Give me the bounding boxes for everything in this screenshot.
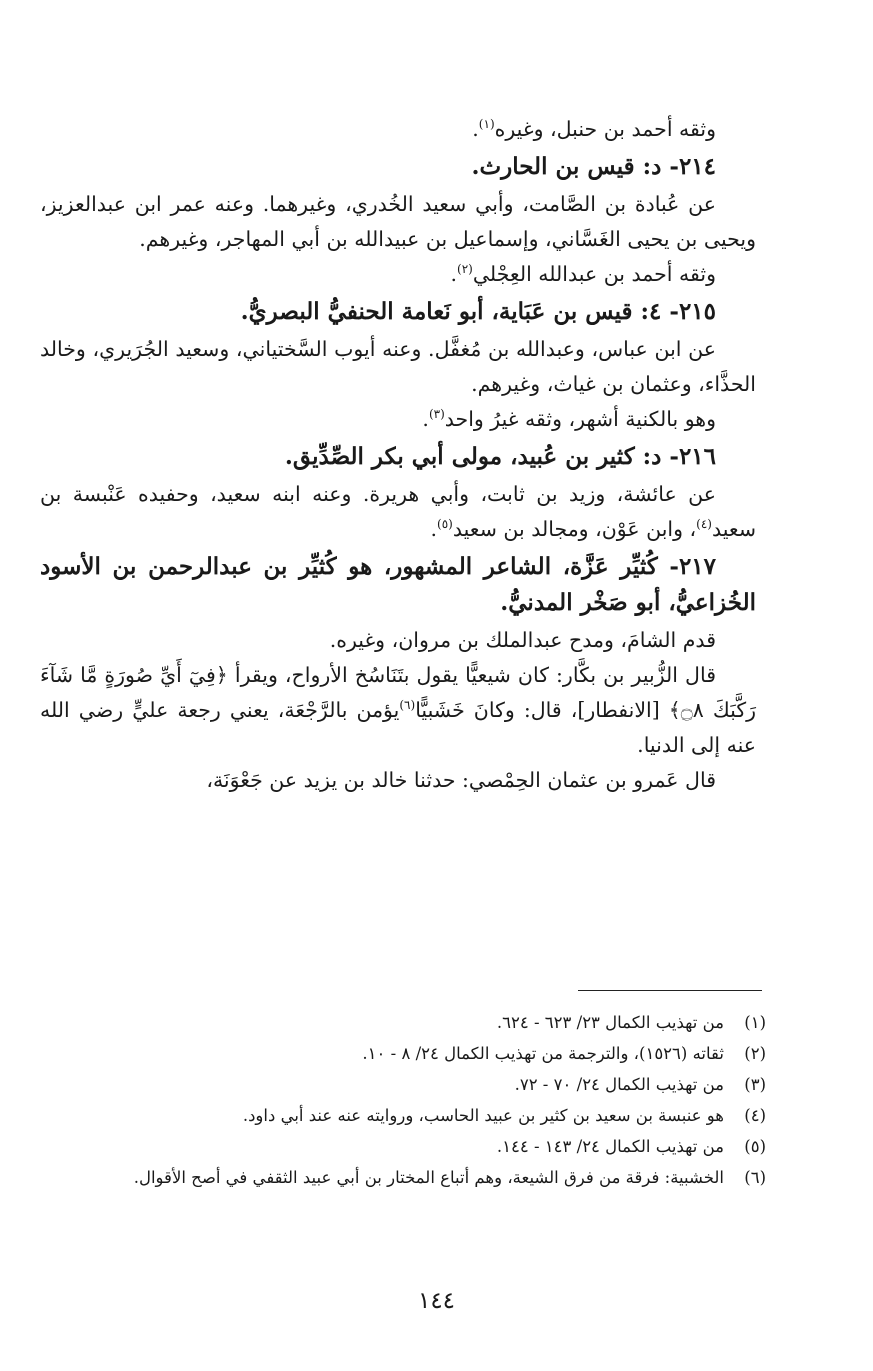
footnote — [40, 1165, 766, 1191]
footnote-number: (١) — [744, 1013, 766, 1032]
footnote-ref: (١) — [478, 117, 495, 132]
footnote-number: (٤) — [744, 1106, 766, 1125]
text: . — [422, 407, 429, 431]
footnote-text: من تهذيب الكمال ٢٣/ ٦٢٣ - ٦٢٤. — [496, 1013, 724, 1032]
footnote — [40, 1041, 766, 1067]
footnote-ref: (٣) — [428, 407, 445, 422]
text: وثقه أحمد بن عبدالله العِجْلي — [472, 262, 716, 286]
footnote-text: الخشبية: فرقة من فرق الشيعة، وهم أتباع المختار بن أبي عبيد الثقفي في أصح الأقوال. — [133, 1168, 724, 1187]
paragraph: قال عَمرو بن عثمان الحِمْصي: حدثنا خالد بن يزيد عن جَعْوَنَة، — [206, 768, 716, 792]
footnote-number: (٥) — [744, 1137, 766, 1156]
footnote — [40, 1134, 766, 1160]
text: وهو بالكنية أشهر، وثقه غيرُ واحد — [444, 407, 716, 431]
footnote-text: ثقاته (١٥٢٦)، والترجمة من تهذيب الكمال ٢٤/ ٨ - ١٠. — [362, 1044, 724, 1063]
paragraph — [40, 112, 756, 147]
entry-heading-215: ٢١٥- ٤: قيس بن عَبَاية، أبو نَعامة الحنفيُّ البصريُّ. — [240, 298, 716, 325]
text: ، وابن عَوْن، ومجالد بن سعيد — [452, 517, 697, 541]
text: . — [430, 517, 438, 541]
paragraph: عن عُبادة بن الصَّامت، وأبي سعيد الخُدري، وغيرهما. وعنه عمر ابن عبدالعزيز، ويحيى بن يحيى الغَسَّاني، وإسماعيل بن عبيدالله بن أبي المهاجر، وغيرهم. — [40, 192, 756, 251]
footnote — [40, 1103, 766, 1129]
footnote-ref: (٤) — [696, 517, 712, 532]
main-text — [40, 112, 756, 798]
paragraph: عن ابن عباس، وعبدالله بن مُغفَّل. وعنه أيوب السَّختياني، وسعيد الجُرَيري، وخالد الحذَّاء، وعثمان بن غياث، وغيرهم. — [40, 337, 756, 396]
footnote-ref: (٦) — [399, 698, 416, 713]
footnote-text: من تهذيب الكمال ٢٤/ ١٤٣ - ١٤٤. — [496, 1137, 724, 1156]
footnote-text: من تهذيب الكمال ٢٤/ ٧٠ - ٧٢. — [514, 1075, 724, 1094]
text: . — [472, 117, 479, 141]
text: قال الزُّبير بن بكَّار: كان شيعيًّا يقول بتَنَاسُخ الأرواح، ويقرأ ﴿فِيٓ أَيِّ صُورَةٍ مَّا شَآءَ رَكَّبَكَ ۝٨﴾ [الانفطار]، قال: وكانَ خَشَبيًّا — [40, 663, 756, 722]
text: وثقه أحمد بن حنبل، وغيره — [494, 117, 716, 141]
paragraph — [40, 402, 756, 437]
footnotes — [40, 1010, 766, 1196]
footnote — [40, 1072, 766, 1098]
footnote-divider — [578, 990, 762, 991]
text: يؤمن بالرَّجْعَة، يعني رجعة عليٍّ رضي الله عنه إلى الدنيا. — [40, 698, 756, 757]
entry-heading-214: ٢١٤- د: قيس بن الحارث. — [471, 153, 716, 180]
entry-heading-216: ٢١٦- د: كثير بن عُبيد، مولى أبي بكر الصِّدِّيق. — [284, 443, 716, 470]
footnote — [40, 1010, 766, 1036]
paragraph: قدم الشامَ، ومدح عبدالملك بن مروان، وغيره. — [329, 628, 716, 652]
text: عن عائشة، وزيد بن ثابت، وأبي هريرة. وعنه ابنه سعيد، وحفيده عَنْبسة بن سعيد — [40, 482, 756, 541]
footnote-number: (٦) — [744, 1168, 766, 1187]
footnote-number: (٢) — [744, 1044, 766, 1063]
footnote-ref: (٥) — [437, 517, 453, 532]
text: . — [450, 262, 457, 286]
paragraph — [40, 257, 756, 292]
footnote-text: هو عنبسة بن سعيد بن كثير بن عبيد الحاسب، وروايته عنه عند أبي داود. — [242, 1106, 724, 1125]
page-number: ١٤٤ — [417, 1288, 456, 1314]
footnote-number: (٣) — [744, 1075, 766, 1094]
entry-heading-217: ٢١٧- كُثيِّر عَزَّة، الشاعر المشهور، هو كُثيِّر بن عبدالرحمن بن الأسود الخُزاعيُّ، أبو صَخْر المدنيُّ. — [40, 553, 756, 616]
footnote-ref: (٢) — [457, 262, 473, 277]
paragraph — [40, 658, 756, 763]
paragraph — [40, 477, 756, 547]
